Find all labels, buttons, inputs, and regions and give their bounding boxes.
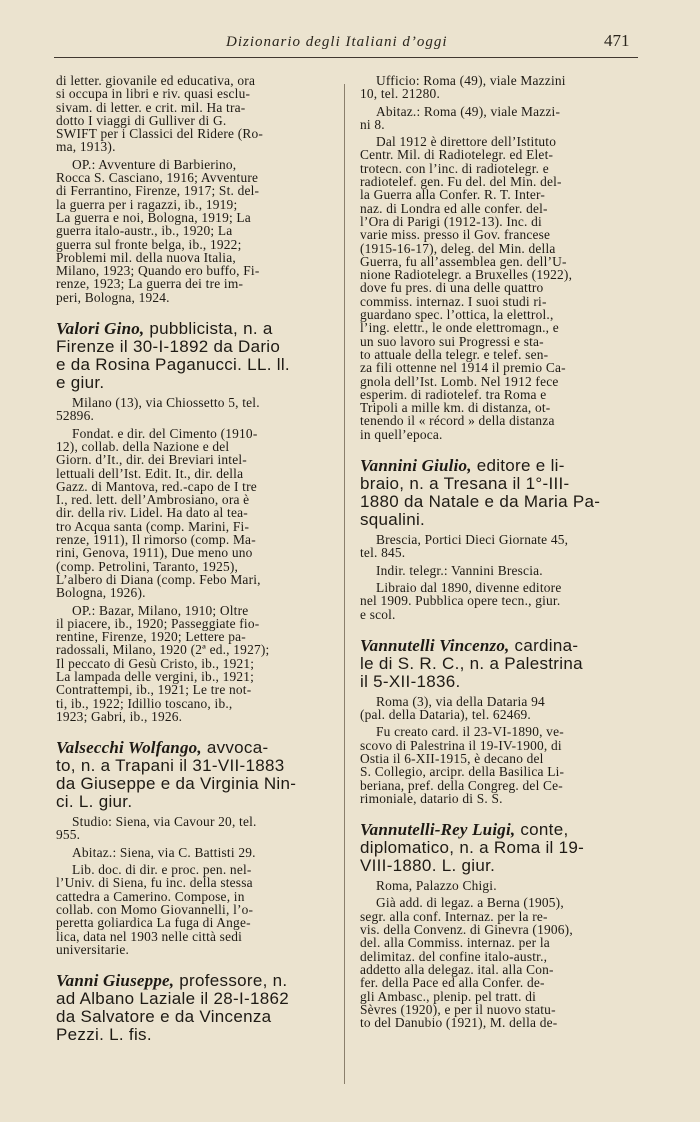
text-line: (1915-16-17), deleg. del Min. della [360,240,556,256]
entry-telegr [360,564,642,577]
entry-vannini [360,457,642,621]
text-line: guerra sul fronte belga, ib., 1922; [56,236,242,252]
text-line: addetto alla delegaz. ital. alla Con- [360,961,554,977]
heading-line: Firenze il 30-I-1892 da Dario [56,337,281,357]
page-header [0,0,700,62]
heading-line: da Salvatore e da Vincenza [56,1007,272,1027]
text-line: l’Ora di Parigi (1912-13). Inc. di [360,213,542,229]
entry-heading-text: cardina- [509,635,579,655]
text-line: 1923; Gabri, ib., 1926. [56,708,183,724]
entry-name: Vanni Giuseppe, [56,971,175,991]
text-line: OP.: Avventure di Barbierino, [72,156,237,172]
text-line: delimitaz. del confine italo-austr., [360,948,548,964]
entry-heading [360,457,642,529]
entry-heading [360,637,642,691]
text-line: Fondat. e dir. del Cimento (1910- [72,425,258,441]
text-line: cattedra a Camerino. Compose, in [56,888,245,904]
text-line: Lib. doc. di dir. e proc. pen. nel- [72,862,252,878]
text-line: Giorn. d’It., dir. dei Breviari intel- [56,452,247,468]
right-column [360,74,642,1043]
entry-name: Vannutelli Vincenzo, [360,635,510,655]
heading-line: to, n. a Trapani il 31-VII-1883 [56,756,285,776]
heading-line: VIII-1880. L. giur. [360,856,496,876]
text-line: Guerra, fu all’assemblea gen. dell’U- [360,253,567,269]
text-line: Indir. telegr.: Vannini Brescia. [376,562,543,578]
text-line: 10, tel. 21280. [360,86,440,102]
text-line: Libraio dal 1890, divenne editore [376,579,562,595]
text-line: la guerra per i ragazzi, ib., 1919; [56,196,238,212]
text-line: dir. della riv. Lidel. Ha dato al tea- [56,505,248,521]
text-line: Tripoli a mille km. di distanza, ot- [360,400,551,416]
entry-address [360,879,642,892]
text-line: renze, 1911), Il rimorso (comp. Ma- [56,532,256,548]
text-line: radiotelef. gen. Fu del. del Min. del- [360,174,562,190]
entry-name: Valori Gino, [56,319,145,339]
entry-body [56,427,334,600]
entry-body [360,896,642,1029]
heading-line: e da Rosina Paganucci. LL. ll. [56,355,290,375]
entry-heading [56,320,334,392]
text-line: Roma, Palazzo Chigi. [376,878,497,894]
entry-name: Vannutelli-Rey Luigi, [360,820,516,840]
text-line: Già add. di legaz. a Berna (1905), [376,895,564,911]
page-number: 471 [604,31,630,50]
text-line: Studio: Siena, via Cavour 20, tel. [72,814,257,830]
entry-abitaz [360,105,642,132]
entry-ufficio [360,74,642,101]
text-line: (pal. della Dataria), tel. 62469. [360,707,531,723]
text-line: Problemi mil. della nuova Italia, [56,249,236,265]
entry-name: Vannini Giulio, [360,456,472,476]
text-line: scovo di Palestrina il 19-IV-1900, di [360,737,562,753]
entry-address [56,396,334,423]
text-line: Gazz. di Mantova, red.-capo de I tre [56,478,257,494]
text-line: esperim. di radiotelef. tra Roma e [360,386,547,402]
text-line: universitarie. [56,941,130,957]
text-line: tel. 845. [360,545,406,561]
heading-line: squalini. [360,510,426,530]
heading-line: Pezzi. L. fis. [56,1025,152,1045]
text-line: varie miss. presso il Gov. francese [360,227,551,243]
text-line: Contrattempi, ib., 1921; Le tre not- [56,682,252,698]
entry-body [360,135,642,441]
text-line: La lampada delle vergini, ib., 1921; [56,668,255,684]
text-line: SWIFT per i Classici del Ridere (Ro- [56,126,264,142]
text-line: ma, 1913). [56,139,116,155]
text-line: 12), collab. della Nazione e del [56,438,230,454]
text-line: Fu creato card. il 23-VI-1890, ve- [376,724,564,740]
text-line: peri, Bologna, 1924. [56,289,170,305]
entry-heading-text: editore e li- [471,456,565,476]
text-line: Sèvres (1920), e per il nuovo statu- [360,1001,556,1017]
text-line: Ostia il 6-XII-1915, è decano del [360,750,544,766]
entry-valori [56,320,334,723]
entry-heading-text: conte, [515,820,569,840]
text-line: Milano (13), via Chiossetto 5, tel. [72,395,260,411]
text-line: guerra italo-austr., ib., 1920; La [56,223,233,239]
text-line: za fili ottenne nel 1914 il premio Ca- [360,360,566,376]
entry-body [56,863,334,956]
entry-abitaz [56,846,334,859]
text-line: commiss. internaz. I suoi studi ri- [360,293,547,309]
text-line: beriana, pref. della Congreg. del Ce- [360,777,563,793]
text-line: rini, Genova, 1911), Due meno uno [56,545,253,561]
entry-heading [56,972,334,1044]
entry-name: Valsecchi Wolfango, [56,738,202,758]
text-line: Rocca S. Casciano, 1916; Avventure [56,170,259,186]
text-line: rimoniale, datario di S. S. [360,790,503,806]
text-line: si occupa in libri e riv. quasi esclu- [56,86,251,102]
text-line: Bologna, 1926). [56,585,146,601]
text-line: Brescia, Portici Dieci Giornate 45, [376,532,569,548]
text-line: gli Ambasc., plenip. pel tratt. di [360,988,537,1004]
entry-heading-text: avvoca- [201,738,269,758]
text-line: Dal 1912 è direttore dell’Istituto [376,134,557,150]
entry-body [360,725,642,805]
text-line: ni 8. [360,116,385,132]
text-line: renze, 1923; La guerra dei tre im- [56,276,244,292]
text-line: lettuali dell’Ist. Edit. It., dir. della [56,465,244,481]
text-line: tenendo il « récord » della distanza [360,413,555,429]
heading-line: ci. L. giur. [56,792,133,812]
text-line: gnola dell’Ist. Lomb. Nel 1912 fece [360,373,559,389]
entry-heading [360,821,642,875]
heading-line: braio, n. a Tresana il 1°-III- [360,474,570,494]
text-line: Il peccato di Gesù Cristo, ib., 1921; [56,655,255,671]
text-line: segr. alla conf. Internaz. per la re- [360,908,548,924]
text-line: I., red. lett. dell’Ambrosiano, ora è [56,492,250,508]
left-column [56,74,334,1058]
text-line: dotto I viaggi di Gulliver di G. [56,112,227,128]
text-line: la Guerra alla Confer. R. T. Inter- [360,187,546,203]
heading-line: diplomatico, n. a Roma il 19- [360,838,585,858]
text-line: ti, ib., 1922; Idillio toscano, ib., [56,695,233,711]
intro-paragraph [56,74,334,154]
entry-address [360,695,642,722]
text-line: di Ferrantino, Firenze, 1917; St. del- [56,183,260,199]
entry-vanni [56,972,334,1044]
header-rule [54,57,638,58]
text-line: Centr. Mil. di Radiotelegr. ed Elet- [360,147,554,163]
text-line: collab. con Momo Giovannelli, l’o- [56,901,254,917]
text-line: Abitaz.: Roma (49), viale Mazzi- [376,103,561,119]
text-line: di letter. giovanile ed educativa, ora [56,73,256,88]
text-line: dove fu pres. di una delle quattro [360,280,544,296]
text-line: trotecn. con l’inc. di radiotelegr. e [360,160,549,176]
text-line: il piacere, ib., 1920; Passeggiate fio- [56,615,260,631]
text-line: in quell’epoca. [360,426,443,442]
text-line: l’Univ. di Siena, fu inc. della stessa [56,875,253,891]
text-line: e scol. [360,606,396,622]
text-line: sivam. di letter. e crit. mil. Ha tra- [56,99,246,115]
text-line: rentine, Firenze, 1920; Lettere pa- [56,629,246,645]
intro-works [56,158,334,304]
text-line: (comp. Petrolini, Taranto, 1925), [56,558,239,574]
entry-continuation [360,74,642,441]
text-line: tro Acqua santa (comp. Marini, Fi- [56,518,250,534]
text-line: to del Danubio (1921), M. della de- [360,1015,558,1031]
entry-valsecchi [56,739,334,956]
text-line: radossali, Milano, 1920 (2ª ed., 1927); [56,642,270,658]
text-line: del. alla Commiss. internaz. per la [360,935,550,951]
entry-address [360,533,642,560]
text-line: 955. [56,827,81,843]
text-line: l’ing. elettr., le onde elettromagn., e [360,320,559,336]
text-line: guardano spec. l’ottica, la elettrol., [360,307,554,323]
entry-heading [56,739,334,811]
text-line: fer. della Pace ed alla Confer. de- [360,975,545,991]
text-line: Ufficio: Roma (49), viale Mazzini [376,73,566,88]
entry-body [360,581,642,621]
text-line: vis. della Convenz. di Ginevra (1906), [360,922,573,938]
heading-line: 1880 da Natale e da Maria Pa- [360,492,601,512]
entry-studio [56,815,334,842]
text-line: naz. di Londra ed alle confer. del- [360,200,548,216]
text-line: Abitaz.: Siena, via C. Battisti 29. [72,844,256,860]
text-line: L’albero di Diana (comp. Febo Mari, [56,571,261,587]
entry-vannutelli [360,637,642,805]
heading-line: e giur. [56,373,105,393]
heading-line: le di S. R. C., n. a Palestrina [360,653,583,673]
text-line: S. Collegio, arcipr. della Basilica Li- [360,764,565,780]
text-line: Milano, 1923; Quando ero buffo, Fi- [56,263,260,279]
entry-heading-text: pubblicista, n. a [144,319,273,339]
running-head: Dizionario degli Italiani d’oggi [226,34,448,50]
heading-line: da Giuseppe e da Virginia Nin- [56,774,297,794]
text-line: OP.: Bazar, Milano, 1910; Oltre [72,602,249,618]
entry-works [56,604,334,724]
text-line: nione Radiotelegr. a Bruxelles (1922), [360,267,573,283]
text-line: peretta goliardica La fuga di Ange- [56,915,251,931]
text-line: nel 1909. Pubblica opere tecn., giur. [360,593,561,609]
entry-heading-text: professore, n. [174,971,288,991]
text-line: La guerra e noi, Bologna, 1919; La [56,209,251,225]
column-divider [344,84,345,1084]
heading-line: il 5-XII-1836. [360,671,461,691]
text-line: un suo lavoro sui Progressi e sta- [360,333,544,349]
text-line: to attuale della telegr. e telef. sen- [360,346,549,362]
text-line: 52896. [56,408,95,424]
heading-line: ad Albano Laziale il 28-I-1862 [56,989,289,1009]
text-line: lica, data nel 1903 nelle città sedi [56,928,243,944]
entry-continuation [56,74,334,304]
entry-vannutelli-rey [360,821,642,1029]
text-line: Roma (3), via della Dataria 94 [376,693,545,709]
